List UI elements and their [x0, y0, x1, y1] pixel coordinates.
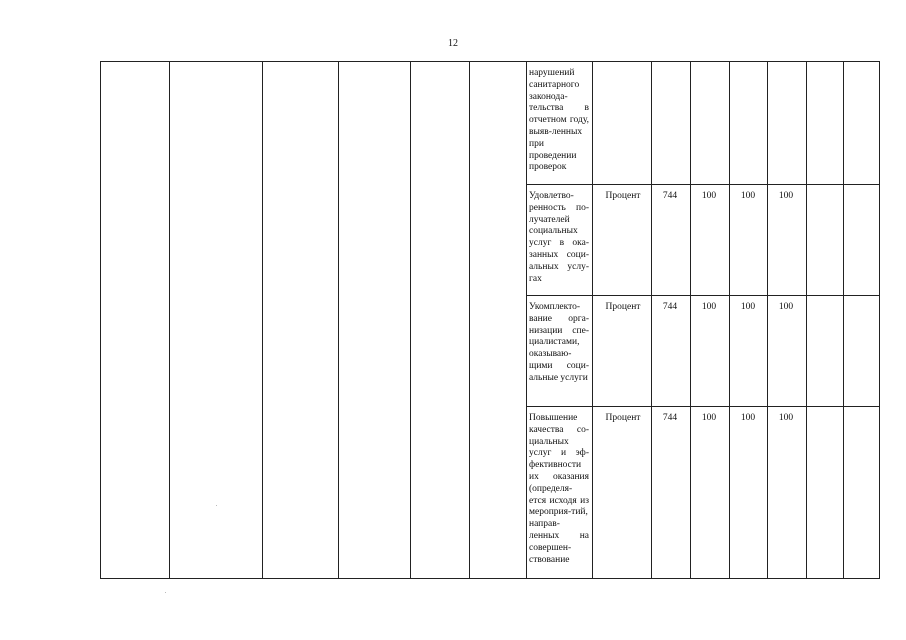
table-right-border	[879, 61, 880, 579]
column-divider	[806, 61, 807, 579]
table-left-border	[100, 61, 101, 579]
row-divider	[526, 295, 880, 296]
column-divider	[526, 61, 527, 579]
table-cell-indicator: нарушений санитарного законода-тельства в отчетном году, выяв-ленных при проведении проверок	[529, 68, 589, 173]
table-cell-value: 100	[740, 302, 756, 312]
table-cell-value: 100	[740, 413, 756, 423]
column-divider	[338, 61, 339, 579]
table-cell-value: 100	[701, 302, 717, 312]
table-cell-okei: 744	[662, 302, 678, 312]
table-cell-value: 100	[778, 191, 794, 201]
column-divider	[767, 61, 768, 579]
row-divider	[526, 184, 880, 185]
column-divider	[843, 61, 844, 579]
scan-speck	[165, 592, 166, 593]
column-divider	[592, 61, 593, 579]
column-divider	[651, 61, 652, 579]
table-bottom-border	[100, 578, 880, 579]
table-cell-unit: Процент	[605, 413, 641, 423]
column-divider	[410, 61, 411, 579]
table-cell-value: 100	[778, 413, 794, 423]
table-top-border	[100, 61, 880, 62]
scan-speck	[216, 505, 217, 506]
column-divider	[262, 61, 263, 579]
table-cell-okei: 744	[662, 413, 678, 423]
table-cell-indicator: Повышение качества со-циальных услуг и эф-фективности их оказания (определя-ется исходя из мероприя-тий, направ-ленных на совершен-ствование	[529, 413, 589, 565]
column-divider	[729, 61, 730, 579]
table-cell-value: 100	[701, 191, 717, 201]
column-divider	[469, 61, 470, 579]
column-divider	[169, 61, 170, 579]
table-cell-indicator: Укомплекто-вание орга-низации спе-циалистами, оказываю-щими соци-альные услуги	[529, 302, 589, 383]
table-cell-value: 100	[778, 302, 794, 312]
table-cell-value: 100	[701, 413, 717, 423]
table-cell-unit: Процент	[605, 302, 641, 312]
column-divider	[690, 61, 691, 579]
table-cell-okei: 744	[662, 191, 678, 201]
table-cell-value: 100	[740, 191, 756, 201]
table-cell-unit: Процент	[605, 191, 641, 201]
row-divider	[526, 406, 880, 407]
table-cell-indicator: Удовлетво-ренность по-лучателей социальных услуг в ока-занных соци-альных услу-гах	[529, 191, 589, 284]
page-number: 12	[448, 38, 458, 49]
